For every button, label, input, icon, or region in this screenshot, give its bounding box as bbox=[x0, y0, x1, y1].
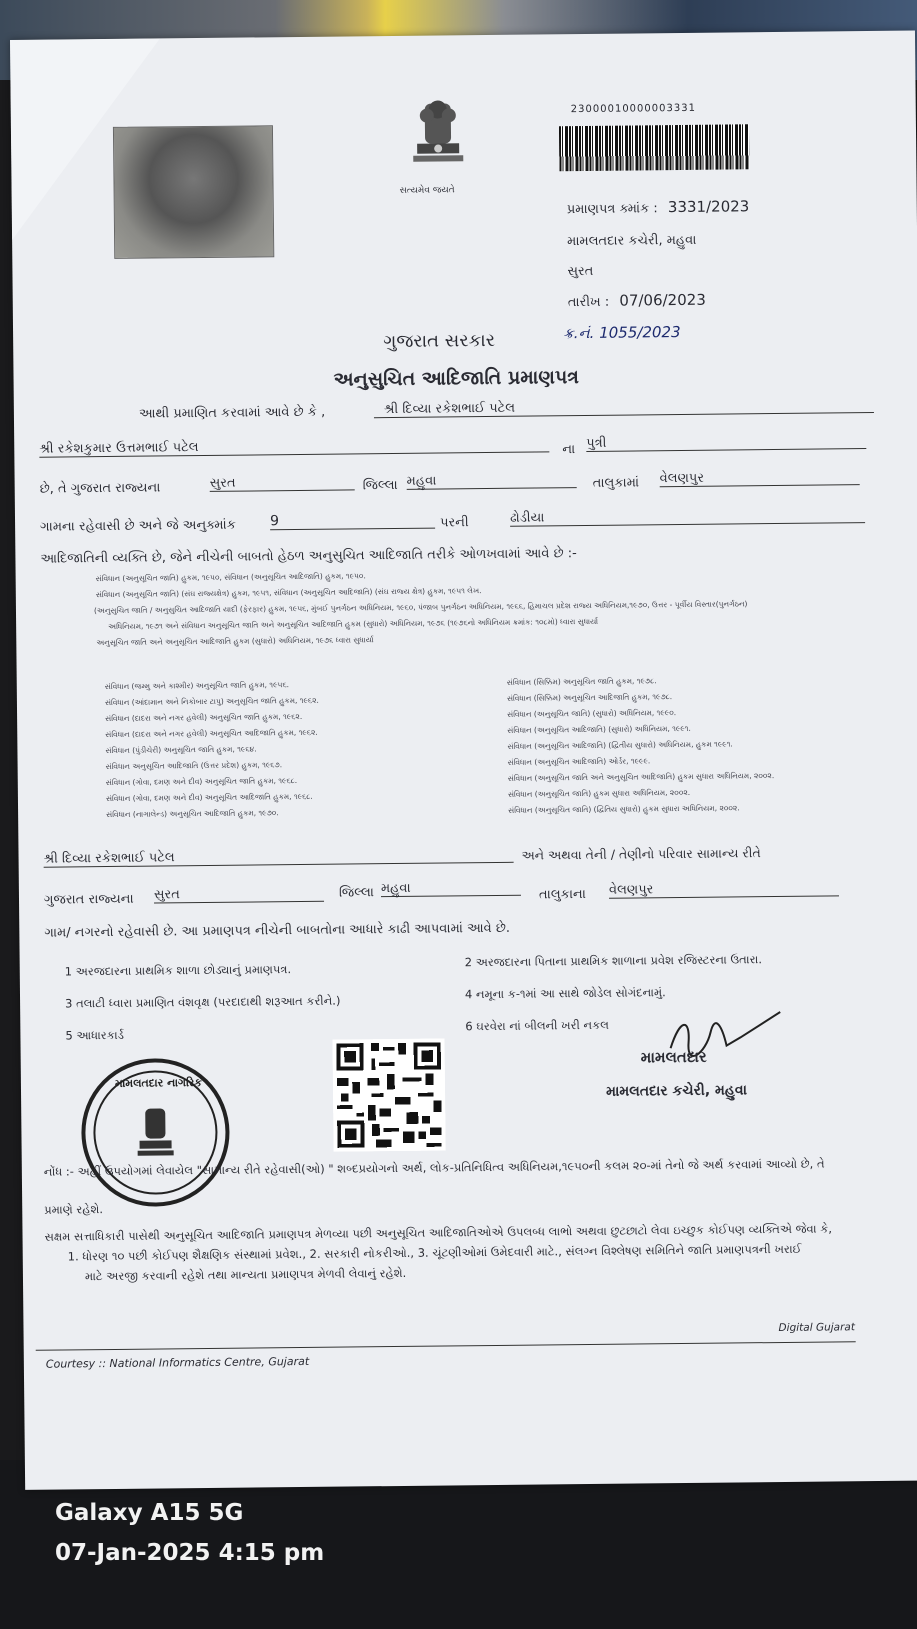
law-line: અધિનિયમ, ૧૯૭૧ અને સંવિધાન અનુસૂચિત જાતિ અને અનુસૂચિત આદિજાતિ હુકમ (સુધારો) અધિનિયમ, ૧૯૭૬ (૧૯૭૬નો અધિનિયમ ક્રમાંક: ૧૦૮મો) ધ્વારા સુધાર્યા bbox=[108, 616, 599, 632]
basis-text: ગામ/ નગરનો રહેવાસી છે. આ પ્રમાણપત્ર નીચેની બાબતોના આધારે કાઢી આપવામાં આવે છે. bbox=[44, 920, 511, 941]
digital-gujarat-label: Digital Gujarat bbox=[778, 1321, 855, 1335]
order-item: સંવિધાન (નાગાલેન્ડ) અનુસૂચિત આદિજાતિ હુકમ, ૧૯૭૦. bbox=[106, 808, 279, 820]
certificate-number-row bbox=[567, 197, 750, 217]
intro-text: આથી પ્રમાણિત કરવામાં આવે છે કે , bbox=[138, 404, 326, 422]
handwritten-number: ક્ર.નં. 1055/2023 bbox=[563, 322, 681, 343]
note-line-2: પ્રમાણે રહેશે. bbox=[44, 1202, 104, 1217]
taluka2-label: તાલુકાના bbox=[538, 887, 586, 903]
document-title: અનુસુચિત આદિજાતિ પ્રમાણપત્ર bbox=[333, 366, 580, 391]
document-item: 6 ઘરવેરા નાં બીલની ખરી નકલ bbox=[465, 1017, 609, 1034]
emblem-caption: સત્યમેવ જયતે bbox=[399, 185, 455, 196]
law-line: સંવિધાન (અનુસૂચિત જાતિ) (સંઘ રાજ્યક્ષેત્ર) હુકમ, ૧૯૫૧, સંવિધાન (અનુસૂચિત આદિજાતિ) (સંઘ રાજ્ય ક્ષેત્ર) હુકમ, ૧૯૫૧ લેખ. bbox=[95, 586, 482, 600]
father-name: શ્રી રકેશકુમાર ઉત્તમભાઈ પટેલ bbox=[39, 436, 549, 457]
document-item: 1 અરજદારના પ્રાથમિક શાળા છોડ્યાનું પ્રમાણપત્ર. bbox=[64, 962, 292, 979]
taluka: મહુવા bbox=[407, 472, 577, 490]
date-label: તારીખ : bbox=[567, 294, 610, 311]
district: સુરત bbox=[210, 474, 355, 492]
left-orders-list bbox=[105, 675, 486, 823]
official-stamp bbox=[81, 1058, 231, 1208]
law-line: (અનુસુચિત જાતિ / અનુસુચિત આદિજાતિ યાદી (ફેરફાર) હુકમ, ૧૯૫૬, મુંબઈ પુનર્ગઠન અધિનિયમ, ૧૯૬૦, પંજાબ પુનર્ગઠન અધિનિયમ, ૧૯૬૬, હિમાચલ પ્રદેશ રાજ્ય અધિનિયમ,૧૯૭૦, ઉત્તર - પૂર્વીય વિસ્તાર(પુનર્ગઠન) bbox=[93, 599, 748, 616]
barcode-number: 23000010000003331 bbox=[570, 102, 696, 116]
order-item: સંવિધાન અનુસૂચિત આદિજાતિ (ઉત્તર પ્રદેશ) હુકમ, ૧૯૬૭. bbox=[105, 760, 283, 772]
signer-title: મામલતદાર bbox=[640, 1047, 707, 1067]
district-repeat: સુરત bbox=[154, 886, 324, 904]
device-watermark: Galaxy A15 5G bbox=[55, 1500, 244, 1526]
order-item: સંવિધાન (અનુસૂચિત જાતિ) (સુધારો) અધિનિયમ, ૧૯૯૦. bbox=[507, 708, 677, 719]
order-item: સંવિધાન (આંદામાન અને નિકોબાર ટાપુ) અનુસૂચિત જાતિ હુકમ, ૧૯૬૨. bbox=[104, 695, 319, 708]
holder-name: શ્રી દિવ્યા રકેશભાઈ પટેલ bbox=[374, 397, 874, 418]
relation: પુત્રી bbox=[586, 433, 866, 452]
state2-label: ગુજરાત રાજ્યના bbox=[43, 891, 134, 908]
order-item: સંવિધાન (ગોવા, દમણ અને દીવ) અનુસૂચિત આદિજાતિ હુકમ, ૧૯૬૮. bbox=[105, 791, 313, 804]
order-item: સંવિધાન (અનુસૂચિત જાતિ) હુકમ સુધારા અધિનિયમ, ૨૦૦૨. bbox=[507, 787, 691, 799]
note-line-1: નોંધ :- અહીં ઉપયોગમાં લેવાયેલ "સામાન્ય રીતે રહેવાસી(ઓ) " શબ્દપ્રયોગનો અર્થ, લોક-પ્રતિનિધિત્વ અધિનિયમ,૧૯૫૦ની કલમ ૨૦-માં તેનો જે અર્થ કરવામાં આવ્યો છે, તે bbox=[43, 1156, 825, 1179]
par-label: પરની bbox=[440, 515, 469, 531]
state-label: છે, તે ગુજરાત રાજ્યના bbox=[39, 480, 161, 497]
village: વેલણપુર bbox=[660, 469, 860, 487]
timestamp-watermark: 07-Jan-2025 4:15 pm bbox=[55, 1540, 325, 1566]
date-value: 07/06/2023 bbox=[619, 290, 706, 310]
note-line-3: સક્ષમ સત્તાધિકારી પાસેથી અનુસૂચિત આદિજાતિ પ્રમાણપત્ર મેળવ્યા પછી અનુસૂચિત આદિજાતિઓએ ઉપલબ્ધ લાભો અથવા છુટછાટો લેવા ઇચ્છુક કોઈપણ વ્યક્તિએ જેવા કે, bbox=[44, 1221, 833, 1244]
government-title: ગુજરાત સરકાર bbox=[383, 329, 496, 353]
order-item: સંવિધાન (દાદરા અને નગર હવેલી) અનુસૂચિત આદિજાતિ હુકમ, ૧૯૬૨. bbox=[105, 727, 318, 740]
right-orders-list bbox=[507, 671, 898, 819]
issuing-city: સુરત bbox=[567, 263, 594, 280]
signer-office: મામલતદાર કચેરી, મહુવા bbox=[605, 1082, 748, 1100]
taluka-repeat: મહુવા bbox=[381, 880, 521, 897]
law-list bbox=[93, 563, 887, 651]
order-item: સંવિધાન (અનુસૂચિત જાતિ અને અનુસૂચિત આદિજાતિ) હુકમ સુધારા અધિનિયમ, ૨૦૦૨. bbox=[507, 771, 775, 783]
order-item: સંવિધાન (સિક્કિમ) અનુસૂચિત આદિજાતિ હુકમ, ૧૯૭૮. bbox=[506, 692, 673, 703]
village-label: ગામના રહેવાસી છે અને જે અનુક્માંક bbox=[40, 517, 236, 535]
taluka-label: તાલુકામાં bbox=[592, 475, 640, 491]
courtesy-text: Courtesy :: National Informatics Centre, Gujarat bbox=[45, 1354, 310, 1371]
footer-divider bbox=[36, 1341, 856, 1351]
date-row bbox=[568, 291, 706, 310]
certificate-number-label: પ્રમાણપત્ર ક્માંક : bbox=[566, 201, 658, 218]
certificate-paper bbox=[10, 31, 917, 1490]
order-item: સંવિધાન (સિક્કિમ) અનુસૂચિત જાતિ હુકમ, ૧૯૭૮. bbox=[506, 676, 657, 687]
tribe-name: ઢોડીયા bbox=[510, 507, 865, 527]
na-label: ના bbox=[562, 442, 576, 458]
document-item: 5 આધારકાર્ડ bbox=[65, 1027, 125, 1043]
law-line: અનુસૂચિત જાતિ અને અનુસૂચિત આદિજાતિ હુકમ (સુધારો) અધિનિયમ, ૧૯૭૬ ધ્વારા સુધાર્યા bbox=[96, 635, 374, 648]
order-item: સંવિધાન (જમ્મુ અને કાશ્મીર) અનુસૂચિત જાતિ હુકમ, ૧૯૫૬. bbox=[104, 680, 290, 692]
district-label: જિલ્લા bbox=[362, 477, 398, 494]
stamp-text: મામલતદાર નાગરિક bbox=[114, 1076, 203, 1090]
village-repeat: વેલણપુર bbox=[609, 880, 839, 898]
order-item: સંવિધાન (અનુસૂચિત આદિજાતિ) (સુધારો) અધિનિયમ, ૧૯૯૧. bbox=[507, 723, 691, 735]
document-item: 2 અરજદારના પિતાના પ્રાથમિક શાળાના પ્રવેશ રજિસ્ટરના ઉતારા. bbox=[464, 952, 763, 970]
tribe-text: આદિજાતિની વ્યક્તિ છે, જેને નીચેની બાબતો હેઠળ અનુસુચિત આદિજાતિ તરીકે ઓળખવામાં આવે છે :- bbox=[40, 546, 577, 567]
stamp-emblem-icon bbox=[133, 1104, 178, 1160]
holder-photo bbox=[113, 125, 274, 259]
serial-number: 9 bbox=[270, 512, 435, 531]
document-item: 3 તલાટી ધ્વારા પ્રમાણિત વંશવૃક્ષ (પરદાદાથી શરૂઆત કરીને.) bbox=[65, 993, 341, 1011]
barcode bbox=[559, 124, 749, 171]
note-line-5: માટે અરજી કરવાની રહેશે તથા માન્યતા પ્રમાણપત્ર મેળવી લેવાનું રહેશે. bbox=[84, 1265, 407, 1284]
order-item: સંવિધાન (દાદરા અને નગર હવેલી) અનુસૂચિત જાતિ હુકમ, ૧૯૬૨. bbox=[105, 711, 303, 724]
order-item: સંવિધાન (ગોવા, દમણ અને દીવ) અનુસૂચિત જાતિ હુકમ, ૧૯૬૮. bbox=[105, 776, 298, 788]
order-item: સંવિધાન (અનુસૂચિત આદિજાતિ) ઓર્ડર, ૧૯૯૯. bbox=[507, 756, 651, 767]
order-item: સંવિધાન (પુંડીચેરી) અનુસૂચિત જાતિ હુકમ, ૧૯૬૪. bbox=[105, 744, 257, 756]
issuing-office: મામલતદાર કચેરી, મહુવા bbox=[567, 232, 697, 250]
national-emblem-icon bbox=[403, 95, 474, 186]
order-item: સંવિધાન (અનુસૂચિત આદિજાતિ) (દ્વિતીય સુધારો) અધિનિયમ, હુકમ ૧૯૯૧. bbox=[507, 739, 733, 751]
district2-label: જિલ્લા bbox=[338, 885, 375, 901]
order-item: સંવિધાન (અનુસૂચિત જાતિ) (દ્વિતિય સુધારો) હુકમ સુધારા અધિનિયમ, ૨૦૦૨. bbox=[508, 803, 740, 815]
law-line: સંવિધાન (અનુસૂચિત જાતિ) હુકમ, ૧૯૫૦, સંવિધાન (અનુસૂચિત આદિજાતિ) હુકમ, ૧૯૫૦. bbox=[95, 571, 366, 584]
family-text: અને અથવા તેની / તેણીનો પરિવાર સામાન્ય રીતે bbox=[521, 845, 761, 863]
note-line-4: 1. ધોરણ ૧૦ પછી કોઈપણ શૈક્ષણિક સંસ્થામાં પ્રવેશ., 2. સરકારી નોકરીઓ., 3. ચૂંટણીઓમાં ઉમેદવારી માટે., સંલગ્ન વિશ્લેષણ સમિતિને જાતિ પ્રમાણપત્રની ખરાઈ bbox=[67, 1241, 802, 1264]
document-item: 4 નમૂના ક-૧માં આ સાથે જોડેલ સોગંદનામું. bbox=[464, 985, 666, 1002]
certificate-number: 3331/2023 bbox=[667, 197, 750, 217]
qr-code bbox=[332, 1039, 445, 1152]
holder-name-repeat: શ્રી દિવ્યા રકેશભાઈ પટેલ bbox=[44, 847, 514, 868]
